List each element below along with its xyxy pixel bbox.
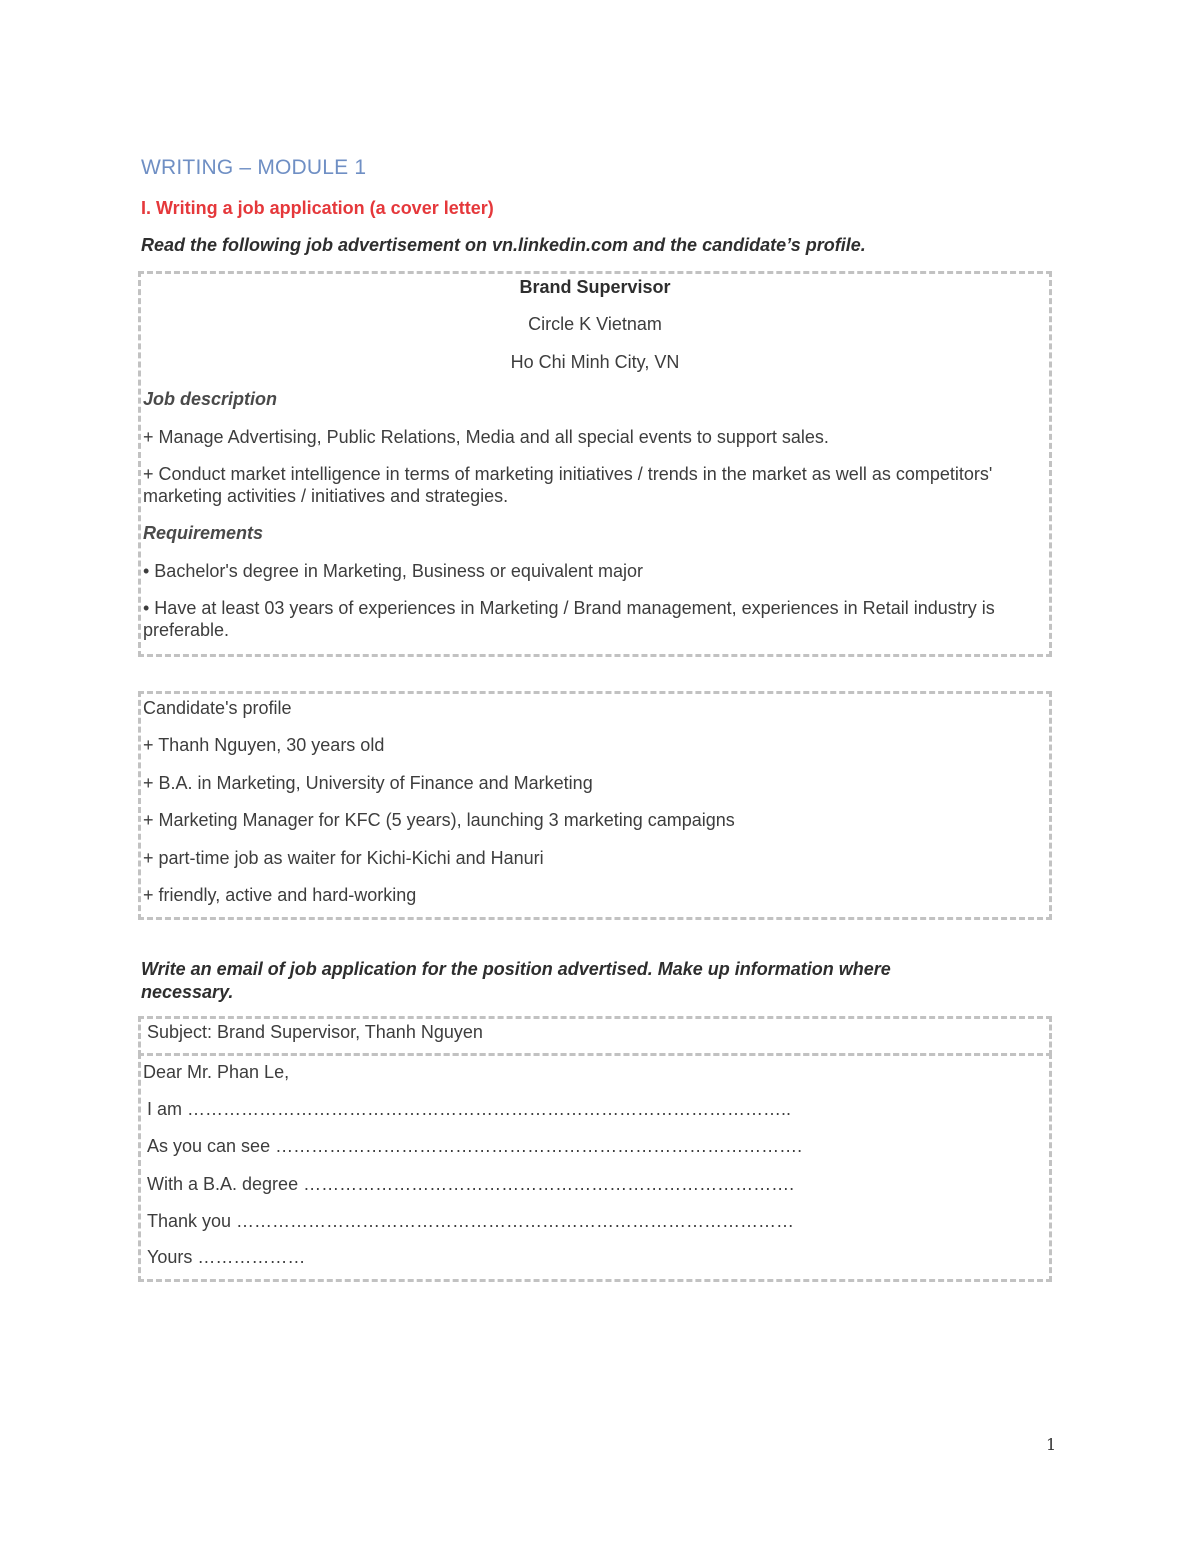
email-line: As you can see ……………………………………………………………………………. [147,1136,803,1156]
email-subject-box [138,1016,1052,1056]
email-body-box [138,1053,1052,1282]
job-description-heading: Job description [143,389,278,409]
page-number: 1 [1046,1435,1057,1454]
job-description-item: + Manage Advertising, Public Relations, Media and all special events to support sales. [143,427,829,447]
requirement-item: • Have at least 03 years of experiences in Marketing / Brand management, experiences in Retail industry is preferable. [143,598,995,640]
profile-item: + friendly, active and hard-working [143,885,417,905]
email-line: With a B.A. degree ………………………………………………………………………. [147,1174,795,1194]
profile-item: + B.A. in Marketing, University of Finance and Marketing [143,773,593,793]
email-line: Thank you ………………………………………………………………………………… [147,1211,795,1231]
job-position: Brand Supervisor [519,277,671,297]
job-description-item: + Conduct market intelligence in terms of marketing initiatives / trends in the market as well as competitors' marketing activities / initiatives and strategies. [143,464,993,506]
profile-item: + Thanh Nguyen, 30 years old [143,735,385,755]
email-line: I am ……………………………………………………………………………………….. [147,1099,792,1119]
requirements-heading: Requirements [143,523,264,543]
email-greeting: Dear Mr. Phan Le, [143,1062,290,1082]
document-title: WRITING – MODULE 1 [141,156,367,179]
requirement-item: • Bachelor's degree in Marketing, Business or equivalent major [143,561,643,581]
profile-item: + part-time job as waiter for Kichi-Kichi and Hanuri [143,848,544,868]
email-line: Yours ……………… [147,1247,306,1267]
job-advertisement-box [138,271,1052,657]
section-heading: I. Writing a job application (a cover letter) [141,198,494,218]
job-company: Circle K Vietnam [528,314,662,334]
profile-item: + Marketing Manager for KFC (5 years), launching 3 marketing campaigns [143,810,735,830]
reading-instruction: Read the following job advertisement on vn.linkedin.com and the candidate’s profile. [141,235,866,255]
profile-heading: Candidate's profile [143,698,292,718]
writing-instruction: Write an email of job application for the position advertised. Make up information where necessary. [141,959,891,1002]
candidate-profile-box [138,691,1052,920]
email-subject: Subject: Brand Supervisor, Thanh Nguyen [147,1022,483,1042]
job-location: Ho Chi Minh City, VN [510,352,680,372]
